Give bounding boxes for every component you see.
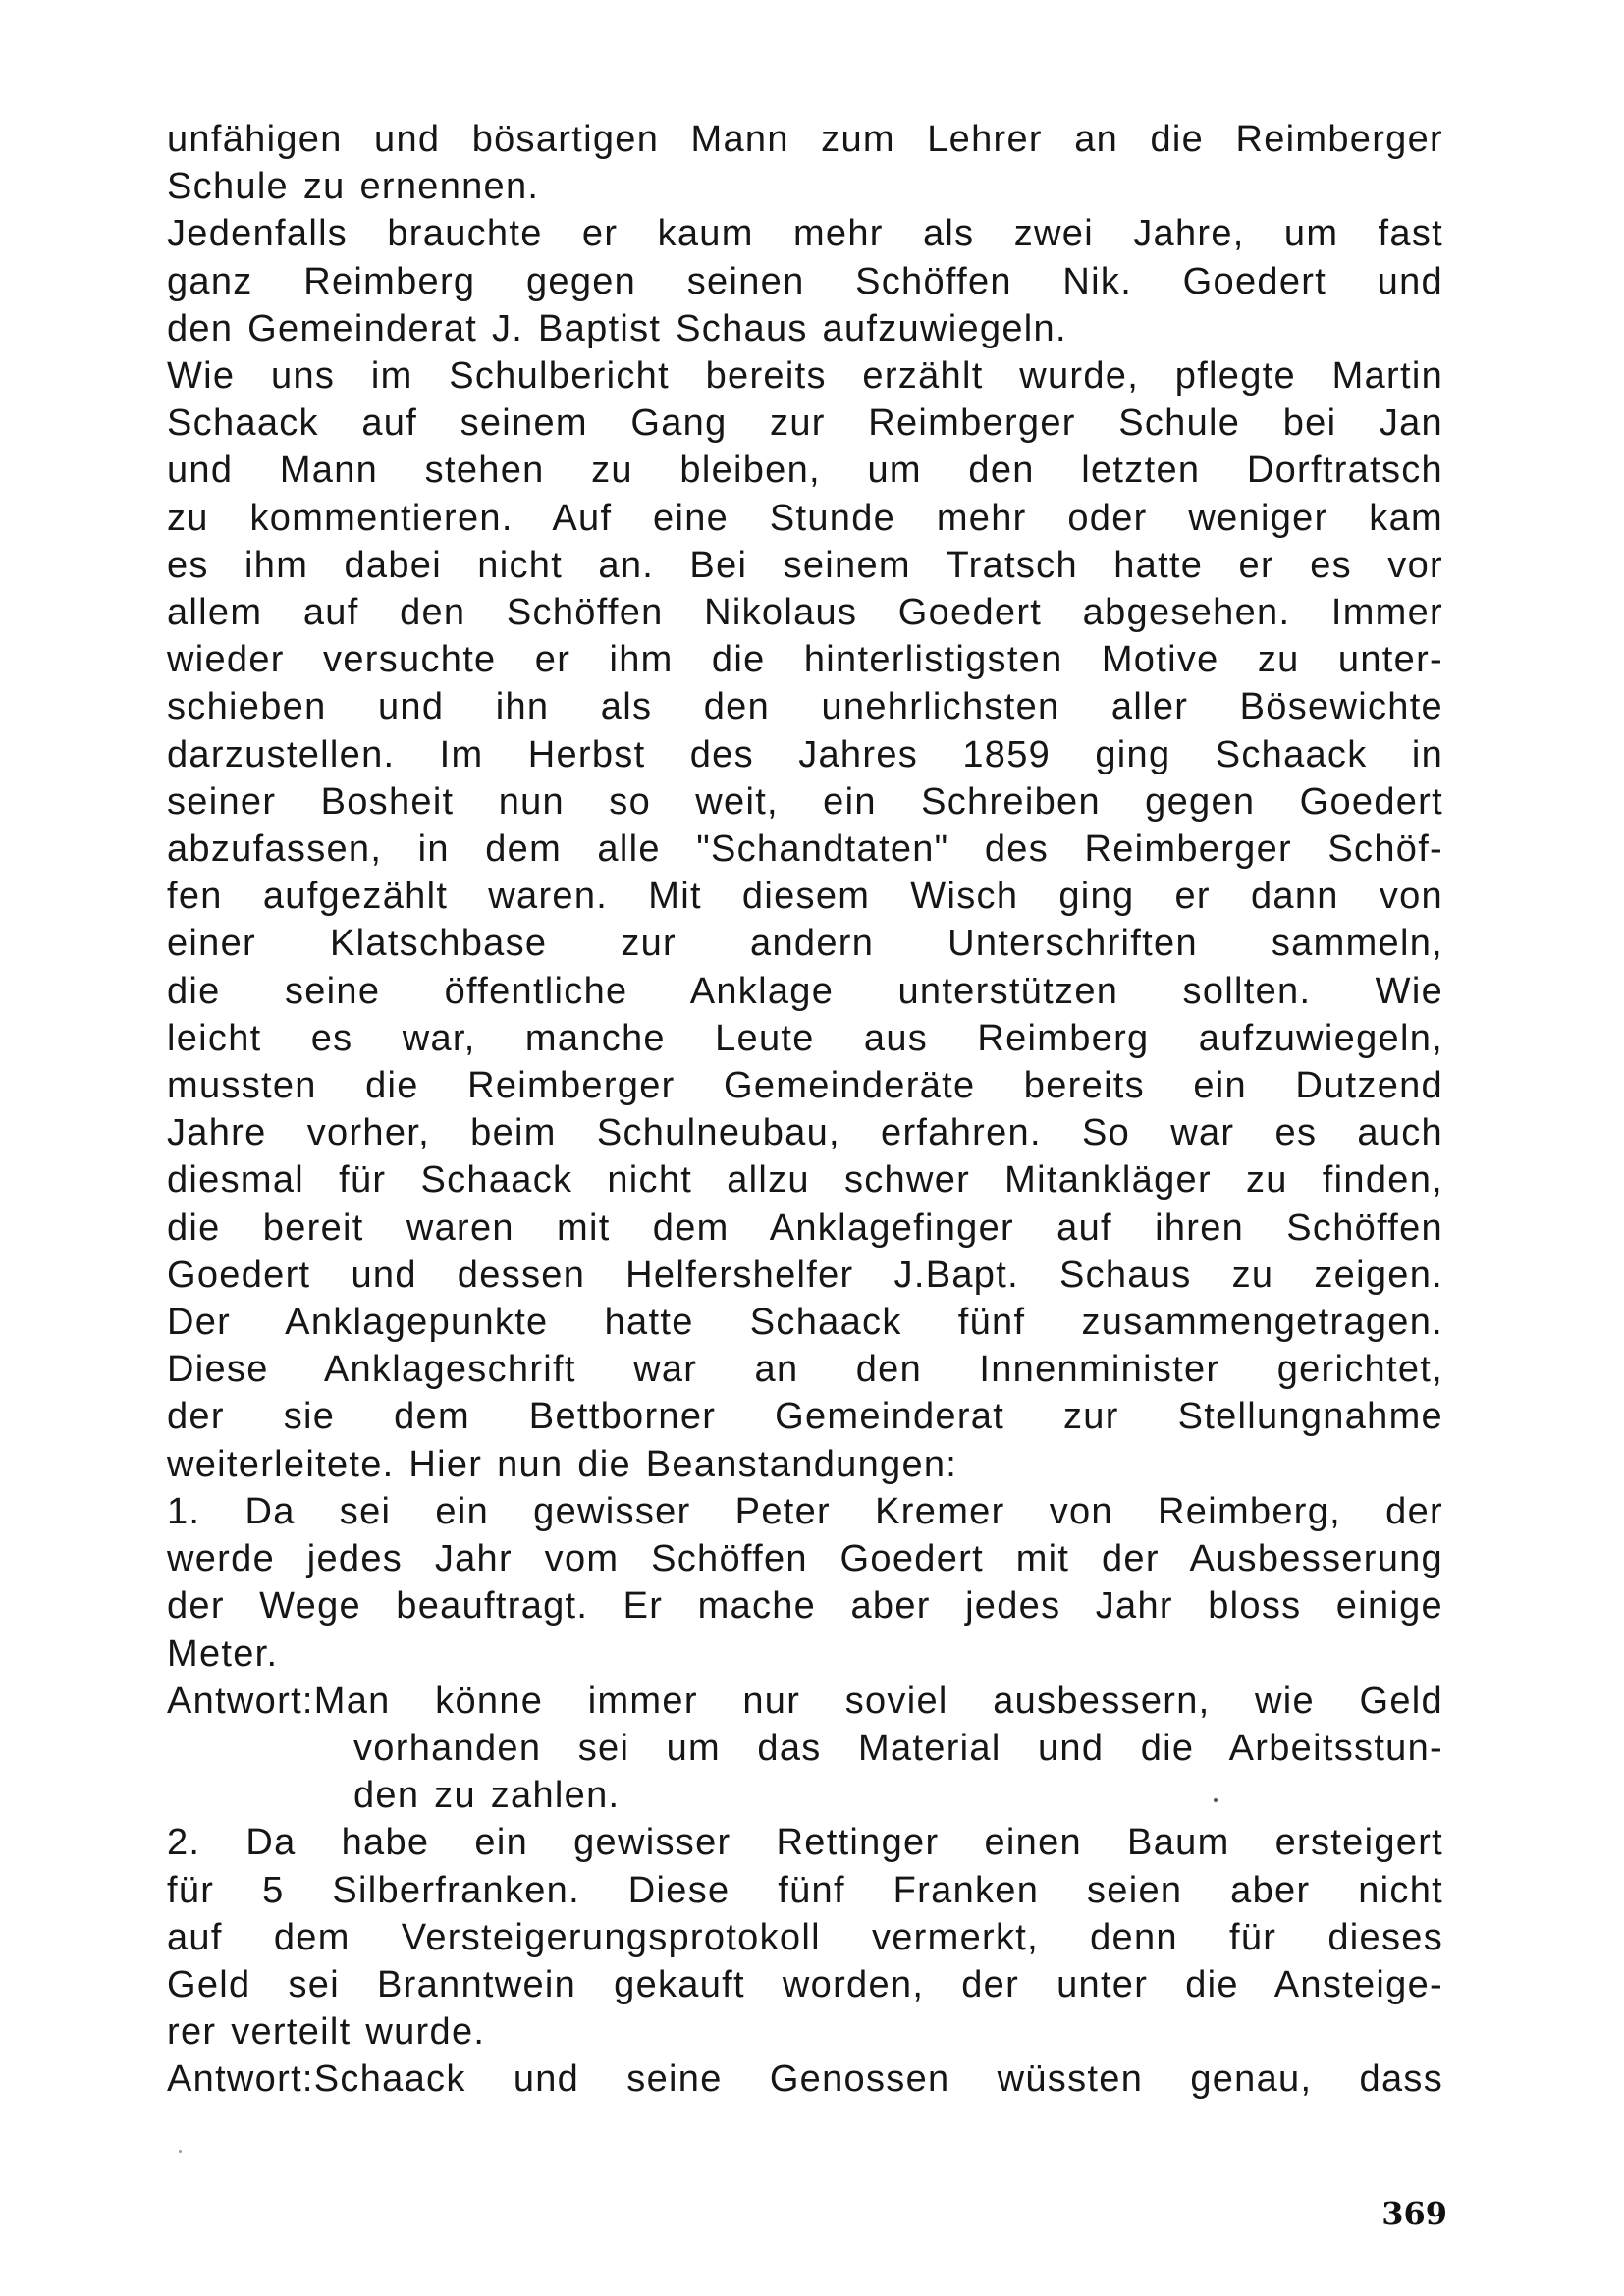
body-text bbox=[167, 116, 1443, 2104]
text-line: zu kommentieren. Auf eine Stunde mehr oder weniger kam bbox=[167, 497, 1443, 539]
text-line: Antwort:Man könne immer nur soviel ausbessern, wie Geld bbox=[167, 1680, 1443, 1722]
text-line: den Gemeinderat J. Baptist Schaus aufzuwiegeln. bbox=[167, 307, 1067, 349]
text-line: der sie dem Bettborner Gemeinderat zur Stellungnahme bbox=[167, 1396, 1443, 1438]
text-line: der Wege beauftragt. Er mache aber jedes Jahr bloss einige bbox=[167, 1585, 1443, 1628]
text-line: abzufassen, in dem alle "Schandtaten" des Reimberger Schöf- bbox=[167, 828, 1443, 871]
text-line: die bereit waren mit dem Anklagefinger auf ihren Schöffen bbox=[167, 1206, 1443, 1249]
text-line: wieder versuchte er ihm die hinterlistigsten Motive zu unter- bbox=[167, 639, 1443, 681]
text-line: Jahre vorher, beim Schulneubau, erfahren. So war es auch bbox=[167, 1112, 1443, 1154]
text-line: den zu zahlen. bbox=[353, 1775, 621, 1817]
text-line: Wie uns im Schulbericht bereits erzählt wurde, pflegte Martin bbox=[167, 355, 1443, 398]
text-line: Jedenfalls brauchte er kaum mehr als zwei Jahre, um fast bbox=[167, 213, 1443, 255]
text-line: weiterleitete. Hier nun die Beanstandungen: bbox=[167, 1443, 958, 1485]
text-line: Diese Anklageschrift war an den Innenminister gerichtet, bbox=[167, 1349, 1443, 1391]
text-line: mussten die Reimberger Gemeinderäte bereits ein Dutzend bbox=[167, 1065, 1443, 1107]
text-line: leicht es war, manche Leute aus Reimberg aufzuwiegeln, bbox=[167, 1017, 1443, 1059]
text-line: rer verteilt wurde. bbox=[167, 2011, 486, 2054]
text-line: werde jedes Jahr vom Schöffen Goedert mit der Ausbesserung bbox=[167, 1538, 1443, 1580]
text-line: Meter. bbox=[167, 1632, 279, 1675]
page-number: 369 bbox=[1381, 2195, 1447, 2232]
text-line: darzustellen. Im Herbst des Jahres 1859 ging Schaack in bbox=[167, 733, 1443, 775]
text-line: Geld sei Branntwein gekauft worden, der unter die Ansteige- bbox=[167, 1963, 1443, 2005]
text-line: schieben und ihn als den unehrlichsten aller Bösewichte bbox=[167, 686, 1443, 728]
text-line: ganz Reimberg gegen seinen Schöffen Nik. Goedert und bbox=[167, 260, 1443, 302]
text-line: vorhanden sei um das Material und die Arbeitsstun- bbox=[353, 1727, 1443, 1769]
text-line: Antwort:Schaack und seine Genossen wüssten genau, dass bbox=[167, 2058, 1443, 2101]
text-line: für 5 Silberfranken. Diese fünf Franken seien aber nicht bbox=[167, 1869, 1443, 1911]
text-line: seiner Bosheit nun so weit, ein Schreiben gegen Goedert bbox=[167, 780, 1443, 823]
text-line: die seine öffentliche Anklage unterstützen sollten. Wie bbox=[167, 970, 1443, 1012]
text-line: Schaack auf seinem Gang zur Reimberger Schule bei Jan bbox=[167, 402, 1443, 445]
text-line: einer Klatschbase zur andern Unterschriften sammeln, bbox=[167, 923, 1443, 965]
text-line: 1. Da sei ein gewisser Peter Kremer von Reimberg, der bbox=[167, 1490, 1443, 1532]
text-line: Der Anklagepunkte hatte Schaack fünf zusammengetragen. bbox=[167, 1302, 1443, 1344]
scan-speck bbox=[179, 2150, 182, 2153]
text-line: es ihm dabei nicht an. Bei seinem Tratsch hatte er es vor bbox=[167, 544, 1443, 586]
text-line: Goedert und dessen Helfershelfer J.Bapt. Schaus zu zeigen. bbox=[167, 1254, 1443, 1296]
text-line: auf dem Versteigerungsprotokoll vermerkt, denn für dieses bbox=[167, 1916, 1443, 1958]
text-line: allem auf den Schöffen Nikolaus Goedert abgesehen. Immer bbox=[167, 592, 1443, 634]
text-line: und Mann stehen zu bleiben, um den letzten Dorftratsch bbox=[167, 450, 1443, 492]
text-line: 2. Da habe ein gewisser Rettinger einen Baum ersteigert bbox=[167, 1822, 1443, 1864]
text-line: fen aufgezählt waren. Mit diesem Wisch ging er dann von bbox=[167, 876, 1443, 918]
scan-speck bbox=[1214, 1798, 1218, 1802]
text-line: diesmal für Schaack nicht allzu schwer Mitankläger zu finden, bbox=[167, 1159, 1443, 1201]
text-line: unfähigen und bösartigen Mann zum Lehrer an die Reimberger bbox=[167, 119, 1443, 160]
text-line: Schule zu ernennen. bbox=[167, 166, 540, 208]
